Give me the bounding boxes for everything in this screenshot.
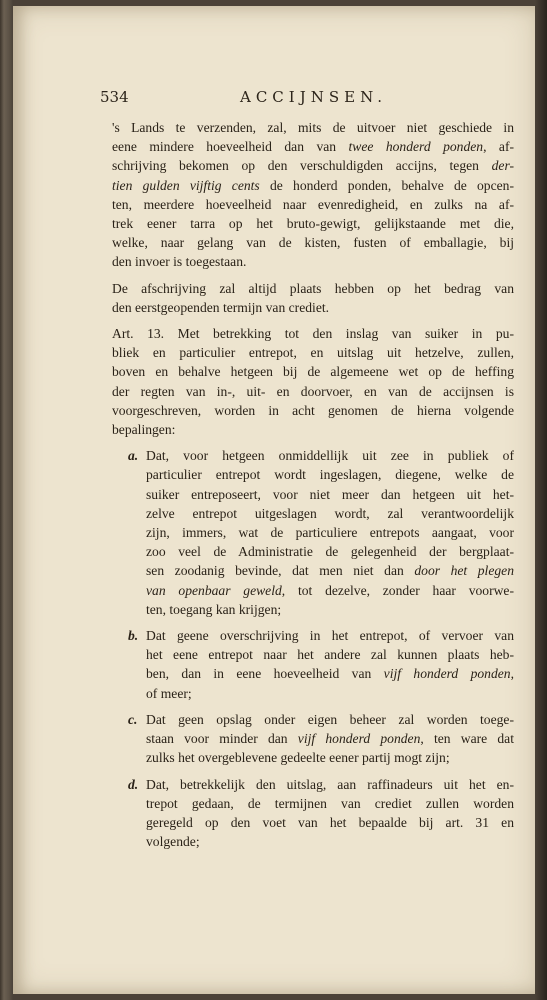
article-13-paragraph (112, 324, 514, 439)
list-item-d (112, 775, 514, 852)
text-line: trepot gedaan, de termijnen van crediet zullen worden (146, 795, 514, 811)
page-header (100, 88, 514, 110)
paragraph (112, 279, 514, 317)
page-edge-shadow (535, 0, 547, 1000)
item-text (146, 626, 514, 703)
text-line: bepalingen: (112, 422, 176, 438)
text-line: zoo veel de Administratie de gelegenheid der bergplaat- (146, 544, 514, 560)
item-text (146, 446, 514, 619)
text-line: trek eener tarra op het bruto-gewigt, gelijkstaande met die, (112, 216, 514, 232)
text-line: van openbaar geweld, tot dezelve, zonder haar voorwe- (146, 582, 514, 598)
page-number: 534 (100, 88, 129, 106)
text-line: zulks het overgeblevene gedeelte eener partij mogt zijn; (146, 750, 450, 766)
text-line: der regten van in-, uit- en doorvoer, en van de accijnsen is (112, 383, 514, 399)
text-line: tien gulden vijftig cents de honderd ponden, behalve de opcen- (112, 177, 514, 193)
text-line: staan voor minder dan vijf honderd ponden, ten ware dat (146, 731, 514, 747)
item-text (146, 710, 514, 768)
text-line: ten, meerdere hoeveelheid naar evenredigheid, en zulks na af- (112, 196, 514, 212)
list-item-c (112, 710, 514, 768)
italic-phrase: twee honderd ponden (348, 139, 484, 155)
italic-phrase: van openbaar geweld (146, 582, 282, 598)
text-line: welke, naar gelang van de kisten, fusten of emballagie, bij (112, 235, 514, 251)
italic-phrase: der- (491, 158, 514, 174)
text-line: ben, dan in eene hoeveelheid van vijf honderd ponden, (146, 666, 514, 682)
text-line: of meer; (146, 685, 192, 701)
text-line: Dat, betrekkelijk den uitslag, aan raffinadeurs uit het en- (146, 776, 514, 792)
text-line: suiker entreposeert, voor niet meer dan hetgeen uit het- (146, 486, 514, 502)
text-line: Dat geene overschrijving in het entrepot, of vervoer van (146, 628, 514, 644)
running-title: ACCIJNSEN. (240, 88, 388, 106)
italic-phrase: tien gulden vijftig cents (112, 177, 260, 193)
text-line: ten, toegang kan krijgen; (146, 601, 282, 617)
text-line: Dat, voor hetgeen onmiddellijk uit zee in publiek of (146, 448, 514, 464)
item-letter: d. (128, 776, 139, 792)
body-text (112, 118, 514, 851)
text-line: bliek en particulier entrepot, en uitslag uit hetzelve, zullen, (112, 345, 514, 361)
paragraph (112, 118, 514, 272)
list-item-b (112, 626, 514, 703)
text-line: zelve entrepot uitgeslagen wordt, zal verantwoordelijk (146, 505, 514, 521)
text-line: eene mindere hoeveelheid dan van twee honderd ponden, af- (112, 139, 514, 155)
text-line: Dat geen opslag onder eigen beheer zal worden toege- (146, 711, 514, 727)
text-line: voorgeschreven, worden in acht genomen de hierna volgende (112, 402, 514, 418)
text-line: geregeld op den voet van het bepaalde bij art. 31 en (146, 814, 514, 830)
italic-phrase: door het plegen (414, 563, 514, 579)
item-letter: c. (128, 711, 138, 727)
text-line: den eerstgeopenden termijn van crediet. (112, 299, 330, 315)
text-line: schrijving bekomen op den verschuldigden accijns, tegen der- (112, 158, 514, 174)
text-line: het eene entrepot naar het andere zal kunnen plaats heb- (146, 647, 514, 663)
italic-phrase: vijf honderd ponden (297, 731, 421, 747)
text-line: sen zoodanig bevinde, dat men niet dan door het plegen (146, 563, 514, 579)
text-line: den invoer is toegestaan. (112, 254, 247, 270)
italic-phrase: vijf honderd ponden (383, 666, 511, 682)
list-item-a (112, 446, 514, 619)
text-line: Art. 13. Met betrekking tot den inslag van suiker in pu- (112, 326, 514, 342)
text-line: volgende; (146, 834, 200, 850)
text-line: particulier entrepot wordt ingeslagen, diegene, welke de (146, 467, 514, 483)
item-letter: a. (128, 448, 139, 464)
text-line: De afschrijving zal altijd plaats hebben op het bedrag van (112, 280, 514, 296)
item-text (146, 775, 514, 852)
item-letter: b. (128, 628, 139, 644)
text-line: zijn, immers, wat de particuliere entrepots aangaat, voor (146, 525, 514, 541)
text-line: boven en behalve hetgeen bij de algemeene wet op de heffing (112, 364, 514, 380)
text-line: 's Lands te verzenden, zal, mits de uitvoer niet geschiede in (112, 120, 514, 135)
